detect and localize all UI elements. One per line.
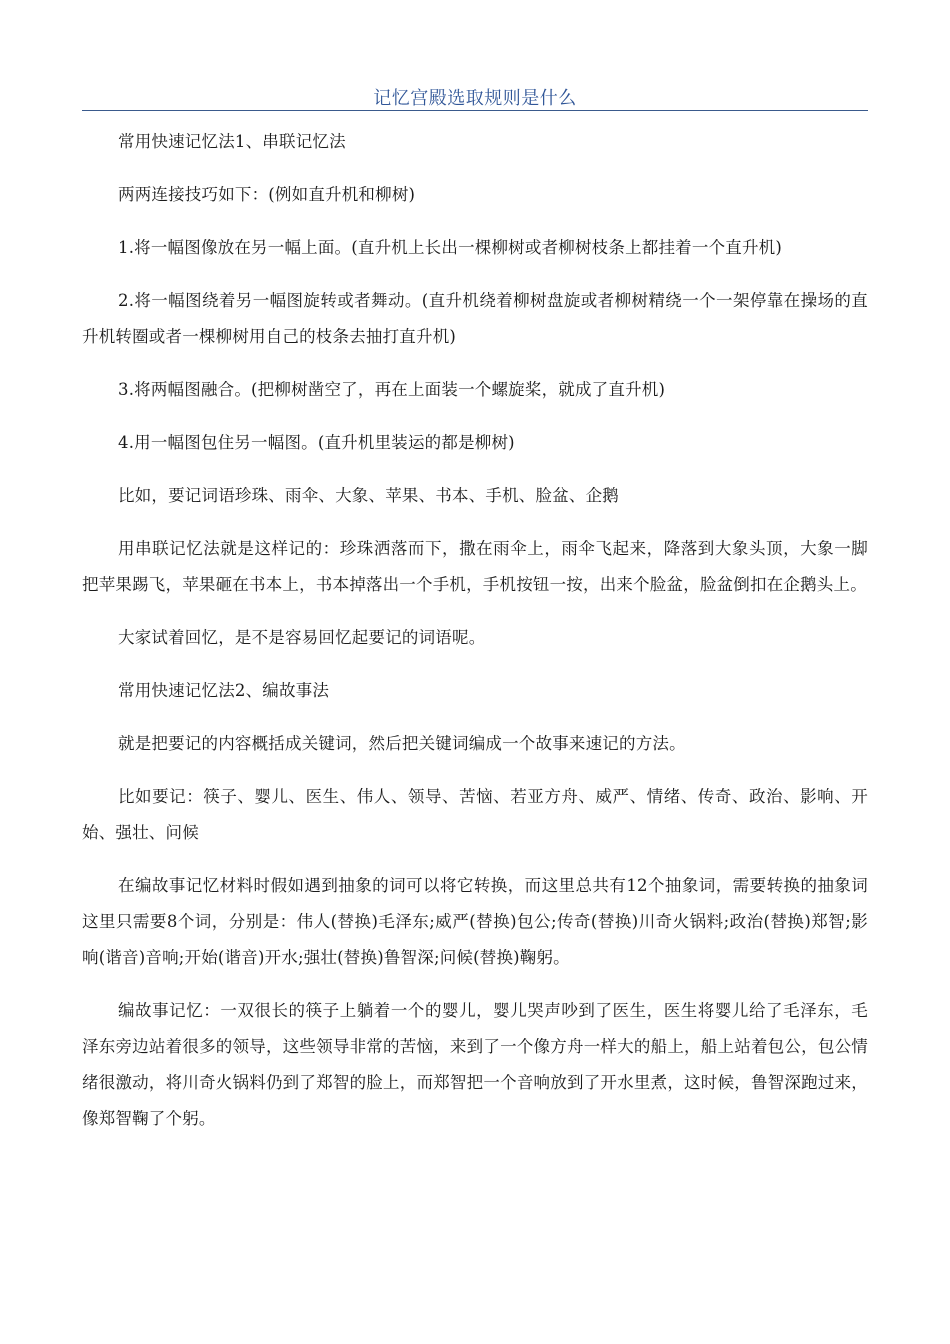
paragraph-tip-1: 1.将一幅图像放在另一幅上面。(直升机上长出一棵柳树或者柳树枝条上都挂着一个直升机) — [118, 238, 783, 257]
paragraph-method-2-definition: 就是把要记的内容概括成关键词，然后把关键词编成一个故事来速记的方法。 — [118, 734, 686, 753]
paragraph-recall-prompt: 大家试着回忆，是不是容易回忆起要记的词语呢。 — [118, 628, 486, 647]
paragraph-method-1-heading: 常用快速记忆法1、串联记忆法 — [118, 132, 346, 151]
paragraph-tip-4: 4.用一幅图包住另一幅图。(直升机里装运的都是柳树) — [118, 433, 515, 452]
paragraph-abstract-conversion: 在编故事记忆材料时假如遇到抽象的词可以将它转换，而这里总共有12个抽象词，需要转换的抽象词这里只需要8个词，分别是：伟人(替换)毛泽东;威严(替换)包公;传奇(替换)川奇火锅料;政治(替换)郑智;影响(谐音)音响;开始(谐音)开水;强壮(替换)鲁智深;问候(替换)鞠躬。 — [82, 876, 868, 967]
paragraph-tip-3: 3.将两幅图融合。(把柳树凿空了，再在上面装一个螺旋桨，就成了直升机) — [118, 380, 666, 399]
paragraph-linking-tips: 两两连接技巧如下：(例如直升机和柳树) — [118, 185, 416, 204]
document-title: 记忆宫殿选取规则是什么 — [373, 88, 577, 109]
document-header — [82, 82, 868, 111]
paragraph-story-words: 比如要记：筷子、婴儿、医生、伟人、领导、苦恼、若亚方舟、威严、情绪、传奇、政治、影响、开始、强壮、问候 — [82, 787, 868, 842]
paragraph-tip-2: 2.将一幅图绕着另一幅图旋转或者舞动。(直升机绕着柳树盘旋或者柳树精绕一个一架停靠在操场的直升机转圈或者一棵柳树用自己的枝条去抽打直升机) — [82, 291, 868, 346]
paragraph-method-2-heading: 常用快速记忆法2、编故事法 — [118, 681, 330, 700]
document-body — [82, 124, 868, 1154]
paragraph-example-words: 比如，要记词语珍珠、雨伞、大象、苹果、书本、手机、脸盆、企鹅 — [118, 486, 619, 505]
paragraph-story-example: 编故事记忆：一双很长的筷子上躺着一个的婴儿，婴儿哭声吵到了医生，医生将婴儿给了毛泽东，毛泽东旁边站着很多的领导，这些领导非常的苦恼，来到了一个像方舟一样大的船上，船上站着包公，包公情绪很激动，将川奇火锅料仍到了郑智的脸上，而郑智把一个音响放到了开水里煮，这时候，鲁智深跑过来，像郑智鞠了个躬。 — [82, 1001, 868, 1128]
paragraph-chain-story: 用串联记忆法就是这样记的：珍珠洒落而下，撒在雨伞上，雨伞飞起来，降落到大象头顶，大象一脚把苹果踢飞，苹果砸在书本上，书本掉落出一个手机，手机按钮一按，出来个脸盆，脸盆倒扣在企鹅头上。 — [82, 539, 868, 594]
